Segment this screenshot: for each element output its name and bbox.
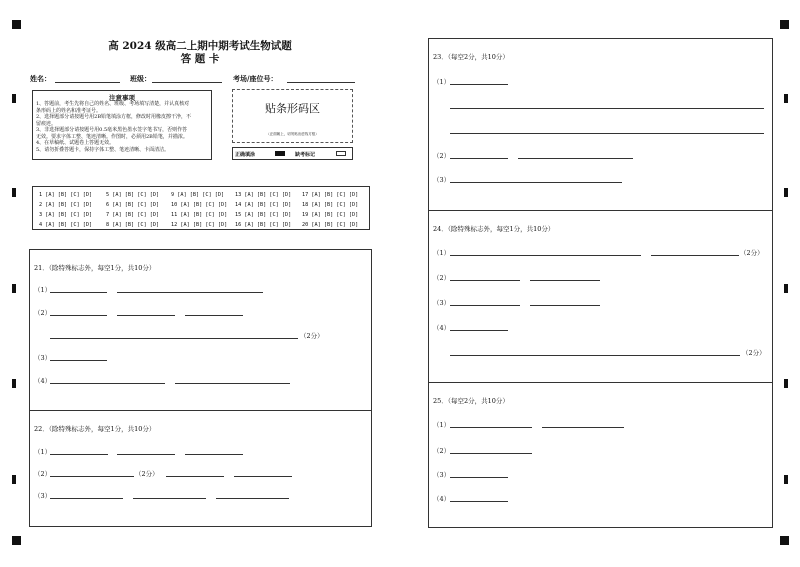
timing-mark	[784, 188, 788, 197]
timing-mark	[784, 284, 788, 293]
mc-item[interactable]: 1 [A] [B] [C] [D]	[39, 192, 93, 198]
q24-answer-line[interactable]	[651, 255, 739, 256]
mc-item[interactable]: 9 [A] [B] [C] [D]	[171, 192, 225, 198]
q21-part-3: （3）	[34, 354, 52, 362]
q25-part-4: （4）	[433, 495, 451, 503]
q24-part-2: （2）	[433, 274, 451, 282]
absent-checkbox[interactable]	[336, 151, 346, 156]
notice-text	[36, 101, 210, 153]
q22-points: （2分）	[135, 470, 159, 478]
class-label: 班级：	[130, 74, 151, 83]
q22-part-1: （1）	[34, 448, 52, 456]
page-title: 高 2024 级高二上期中期考试生物试题	[108, 40, 292, 52]
q25-answer-line[interactable]	[542, 427, 624, 428]
name-label: 姓名：	[30, 74, 51, 83]
timing-mark	[12, 188, 16, 197]
mc-item[interactable]: 15 [A] [B] [C] [D]	[235, 212, 292, 218]
multiple-choice-grid	[32, 186, 370, 230]
q22-answer-line[interactable]	[216, 498, 289, 499]
q21-points: （2分）	[300, 332, 324, 340]
q23-answer-line[interactable]	[450, 108, 764, 109]
q23-answer-line[interactable]	[450, 158, 508, 159]
q23-answer-line[interactable]	[450, 182, 622, 183]
q24-part-1: （1）	[433, 249, 451, 257]
q25-part-3: （3）	[433, 471, 451, 479]
notice-heading: 注意事项	[109, 94, 135, 102]
q24-answer-line[interactable]	[450, 255, 641, 256]
mc-item[interactable]: 17 [A] [B] [C] [D]	[302, 192, 359, 198]
timing-mark	[12, 475, 16, 484]
q22-answer-line[interactable]	[133, 498, 206, 499]
answer-box-21-22	[29, 249, 372, 527]
timing-mark	[784, 379, 788, 388]
notice-line: 5、请勿折叠答题卡，保持字体工整、笔迹清晰、卡面清洁。	[36, 146, 170, 153]
q24-answer-line[interactable]	[530, 305, 600, 306]
question-22-heading: 22．（除特殊标志外，每空1分，共10分）	[34, 425, 156, 433]
mc-item[interactable]: 6 [A] [B] [C] [D]	[106, 202, 160, 208]
q25-answer-line[interactable]	[450, 477, 508, 478]
corner-mark	[780, 20, 789, 29]
q25-part-1: （1）	[433, 421, 451, 429]
q22-answer-line[interactable]	[234, 476, 292, 477]
q24-answer-line[interactable]	[530, 280, 600, 281]
name-field[interactable]	[55, 82, 120, 83]
notice-line: 2、选择题部分请按题号用2B铅笔填涂方框，修改时用橡皮擦干净，不	[36, 114, 192, 120]
q23-part-1: （1）	[433, 78, 451, 86]
corner-mark	[12, 20, 21, 29]
q25-part-2: （2）	[433, 447, 451, 455]
fill-legend	[232, 147, 353, 160]
timing-mark	[12, 284, 16, 293]
q24-answer-line[interactable]	[450, 280, 520, 281]
q23-answer-line[interactable]	[450, 84, 508, 85]
mc-item[interactable]: 14 [A] [B] [C] [D]	[235, 202, 292, 208]
q24-answer-line[interactable]	[450, 355, 740, 356]
q21-answer-line[interactable]	[50, 315, 107, 316]
mc-item[interactable]: 16 [A] [B] [C] [D]	[235, 222, 292, 228]
q24-points: （2分）	[742, 349, 766, 357]
page-subtitle: 答 题 卡	[180, 53, 220, 65]
q23-answer-line[interactable]	[450, 133, 764, 134]
mc-item[interactable]: 10 [A] [B] [C] [D]	[171, 202, 228, 208]
timing-mark	[12, 379, 16, 388]
q21-answer-line[interactable]	[50, 360, 107, 361]
mc-item[interactable]: 20 [A] [B] [C] [D]	[302, 222, 359, 228]
timing-mark	[12, 94, 16, 103]
filled-box-icon	[275, 151, 285, 156]
q22-answer-line[interactable]	[50, 476, 134, 477]
q21-answer-line[interactable]	[117, 292, 263, 293]
q25-answer-line[interactable]	[450, 501, 508, 502]
q22-part-2: （2）	[34, 470, 52, 478]
answer-box-23-25	[428, 38, 773, 528]
q21-answer-line[interactable]	[117, 315, 175, 316]
mc-item[interactable]: 7 [A] [B] [C] [D]	[106, 212, 160, 218]
exam-seat-label: 考场/座位号：	[233, 74, 278, 83]
q24-points: （2分）	[740, 249, 764, 257]
q23-part-3: （3）	[433, 176, 451, 184]
notice-box	[32, 90, 212, 160]
question-23-heading: 23．（每空2分，共10分）	[433, 53, 509, 61]
q25-answer-line[interactable]	[450, 453, 532, 454]
question-21-heading: 21．（除特殊标志外，每空1分，共10分）	[34, 264, 156, 272]
q21-answer-line[interactable]	[185, 315, 243, 316]
question-25-heading: 25．（每空2分，共10分）	[433, 397, 509, 405]
q22-answer-line[interactable]	[166, 476, 224, 477]
timing-mark	[784, 475, 788, 484]
notice-line: 1、答题前，考生先将自己的姓名、班级、考场填写清楚，并认真核对	[36, 101, 190, 107]
q22-answer-line[interactable]	[50, 454, 108, 455]
barcode-note: （正面朝上，切勿贴出虚线方框）	[266, 132, 319, 136]
q24-part-4: （4）	[433, 324, 451, 332]
timing-mark	[784, 94, 788, 103]
notice-line: 3、非选择题部分请按题号用0.5毫米黑色墨水签字笔书写，否则作答	[36, 127, 188, 133]
q21-answer-line[interactable]	[175, 383, 290, 384]
question-24-heading: 24．（除特殊标志外，每空1分，共10分）	[433, 225, 555, 233]
notice-line: 4、在草稿纸、试题卷上答题无效。	[36, 140, 115, 146]
q24-part-3: （3）	[433, 299, 451, 307]
notice-line: 留痕迹。	[36, 120, 57, 127]
divider	[29, 410, 372, 411]
q23-answer-line[interactable]	[518, 158, 633, 159]
mc-item[interactable]: 5 [A] [B] [C] [D]	[106, 192, 160, 198]
mc-item[interactable]: 13 [A] [B] [C] [D]	[235, 192, 292, 198]
q21-answer-line[interactable]	[50, 383, 165, 384]
mc-item[interactable]: 12 [A] [B] [C] [D]	[171, 222, 228, 228]
notice-line: 无效。要求字体工整、笔迹清晰。作图时，必须用2B铅笔，并描浓。	[36, 133, 188, 140]
divider	[428, 210, 773, 211]
mc-item[interactable]: 8 [A] [B] [C] [D]	[106, 222, 160, 228]
absent-mark-label: 缺考标记	[295, 152, 316, 158]
corner-mark	[780, 536, 789, 545]
q24-answer-line[interactable]	[450, 330, 508, 331]
q21-part-4: （4）	[34, 377, 52, 385]
q22-answer-line[interactable]	[117, 454, 175, 455]
divider	[428, 382, 773, 383]
q22-answer-line[interactable]	[50, 498, 123, 499]
barcode-area	[232, 89, 353, 143]
q21-answer-line[interactable]	[50, 338, 298, 339]
q24-answer-line[interactable]	[450, 305, 520, 306]
mc-item[interactable]: 18 [A] [B] [C] [D]	[302, 202, 359, 208]
q23-part-2: （2）	[433, 152, 451, 160]
q25-answer-line[interactable]	[450, 427, 532, 428]
corner-mark	[12, 536, 21, 545]
q21-answer-line[interactable]	[50, 292, 107, 293]
q21-part-1: （1）	[34, 286, 52, 294]
notice-line: 条形码上的姓名和准考证号。	[36, 107, 102, 114]
mc-item[interactable]: 4 [A] [B] [C] [D]	[39, 222, 93, 228]
q21-part-2: （2）	[34, 309, 52, 317]
barcode-label: 贴条形码区	[265, 102, 320, 115]
class-field[interactable]	[152, 82, 222, 83]
correct-fill-label: 正确填涂	[235, 152, 256, 158]
mc-item[interactable]: 19 [A] [B] [C] [D]	[302, 212, 359, 218]
mc-item[interactable]: 2 [A] [B] [C] [D]	[39, 202, 93, 208]
q22-part-3: （3）	[34, 492, 52, 500]
mc-item[interactable]: 11 [A] [B] [C] [D]	[171, 212, 228, 218]
mc-item[interactable]: 3 [A] [B] [C] [D]	[39, 212, 93, 218]
q22-answer-line[interactable]	[185, 454, 243, 455]
exam-seat-field[interactable]	[287, 82, 355, 83]
